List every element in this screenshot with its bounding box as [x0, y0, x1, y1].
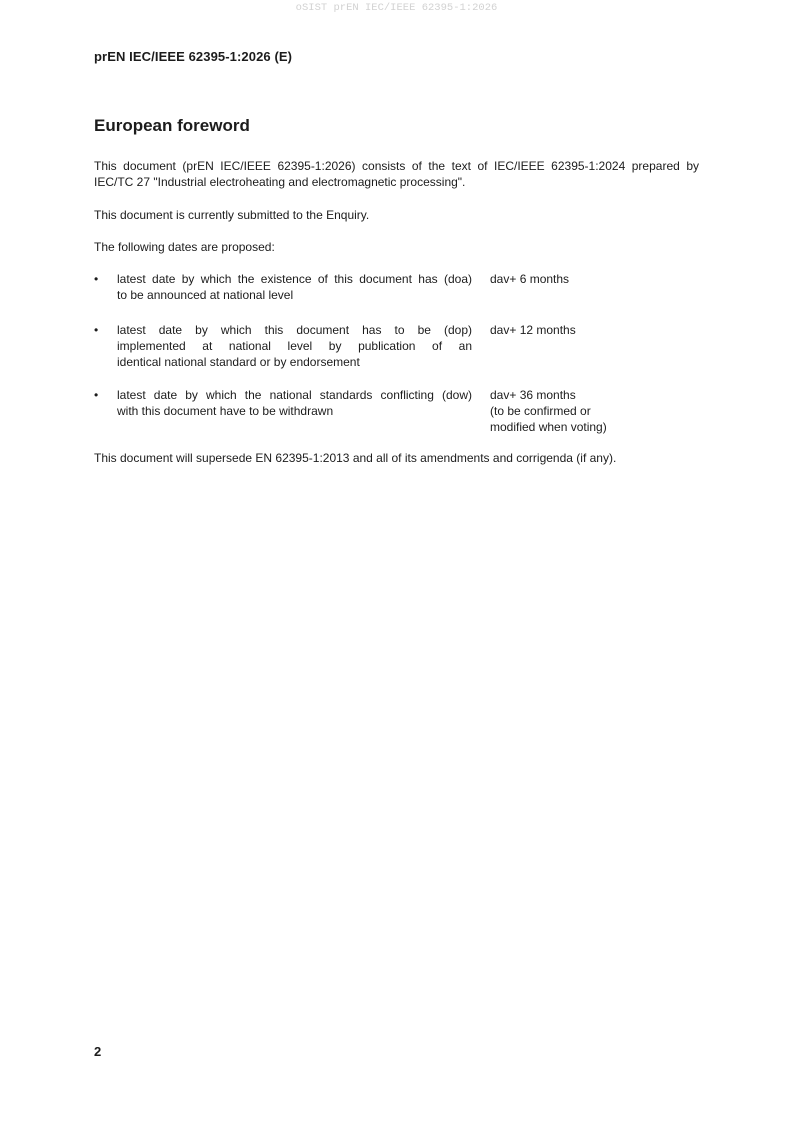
date-item-text-line: latest date by which this document has to be (dop) — [117, 323, 472, 337]
foreword-section — [94, 114, 699, 466]
date-item-text — [117, 387, 472, 419]
date-item-text-line: latest date by which the national standards conflicting (dow) — [117, 388, 472, 402]
date-item-doa — [94, 271, 699, 303]
date-value-line: dav+ 12 months — [490, 323, 576, 337]
bullet-icon: • — [94, 272, 99, 286]
date-item-dow — [94, 387, 699, 435]
date-value-line: dav+ 6 months — [490, 272, 570, 286]
date-item-text — [117, 271, 472, 303]
date-value-line: dav+ 36 months — [490, 388, 576, 402]
watermark-text: oSIST prEN IEC/IEEE 62395-1:2026 — [295, 2, 498, 14]
paragraph-document-consists: This document (prEN IEC/IEEE 62395-1:2026) consists of the text of IEC/IEEE 62395-1:2024 prepared by IEC/TC 27 "Industrial electroheating and electromagnetic processing". — [94, 159, 699, 189]
date-item-value — [490, 271, 699, 287]
bullet-icon: • — [94, 388, 99, 402]
date-item-text-line: implemented at national level by publication of an — [117, 339, 472, 353]
paragraph-enquiry: This document is currently submitted to the Enquiry. — [94, 208, 370, 222]
date-value-line: modified when voting) — [490, 420, 607, 434]
date-item-text-line: with this document have to be withdrawn — [117, 404, 334, 418]
date-item-text — [117, 322, 472, 370]
section-title: European foreword — [94, 116, 250, 135]
date-item-value — [490, 322, 699, 338]
date-item-text-line: to be announced at national level — [117, 288, 294, 302]
paragraph-dates-intro: The following dates are proposed: — [94, 240, 275, 254]
date-item-text-line: latest date by which the existence of this document has (doa) — [117, 272, 472, 286]
paragraph-supersede: This document will supersede EN 62395-1:2013 and all of its amendments and corrigenda (if any). — [94, 451, 617, 465]
bullet-icon: • — [94, 323, 99, 337]
date-item-dop — [94, 322, 699, 370]
document-reference: prEN IEC/IEEE 62395-1:2026 (E) — [94, 49, 293, 64]
page-number: 2 — [94, 1044, 102, 1059]
date-item-value — [490, 387, 699, 435]
date-value-line: (to be confirmed or — [490, 404, 591, 418]
date-item-text-line: identical national standard or by endorsement — [117, 355, 360, 369]
